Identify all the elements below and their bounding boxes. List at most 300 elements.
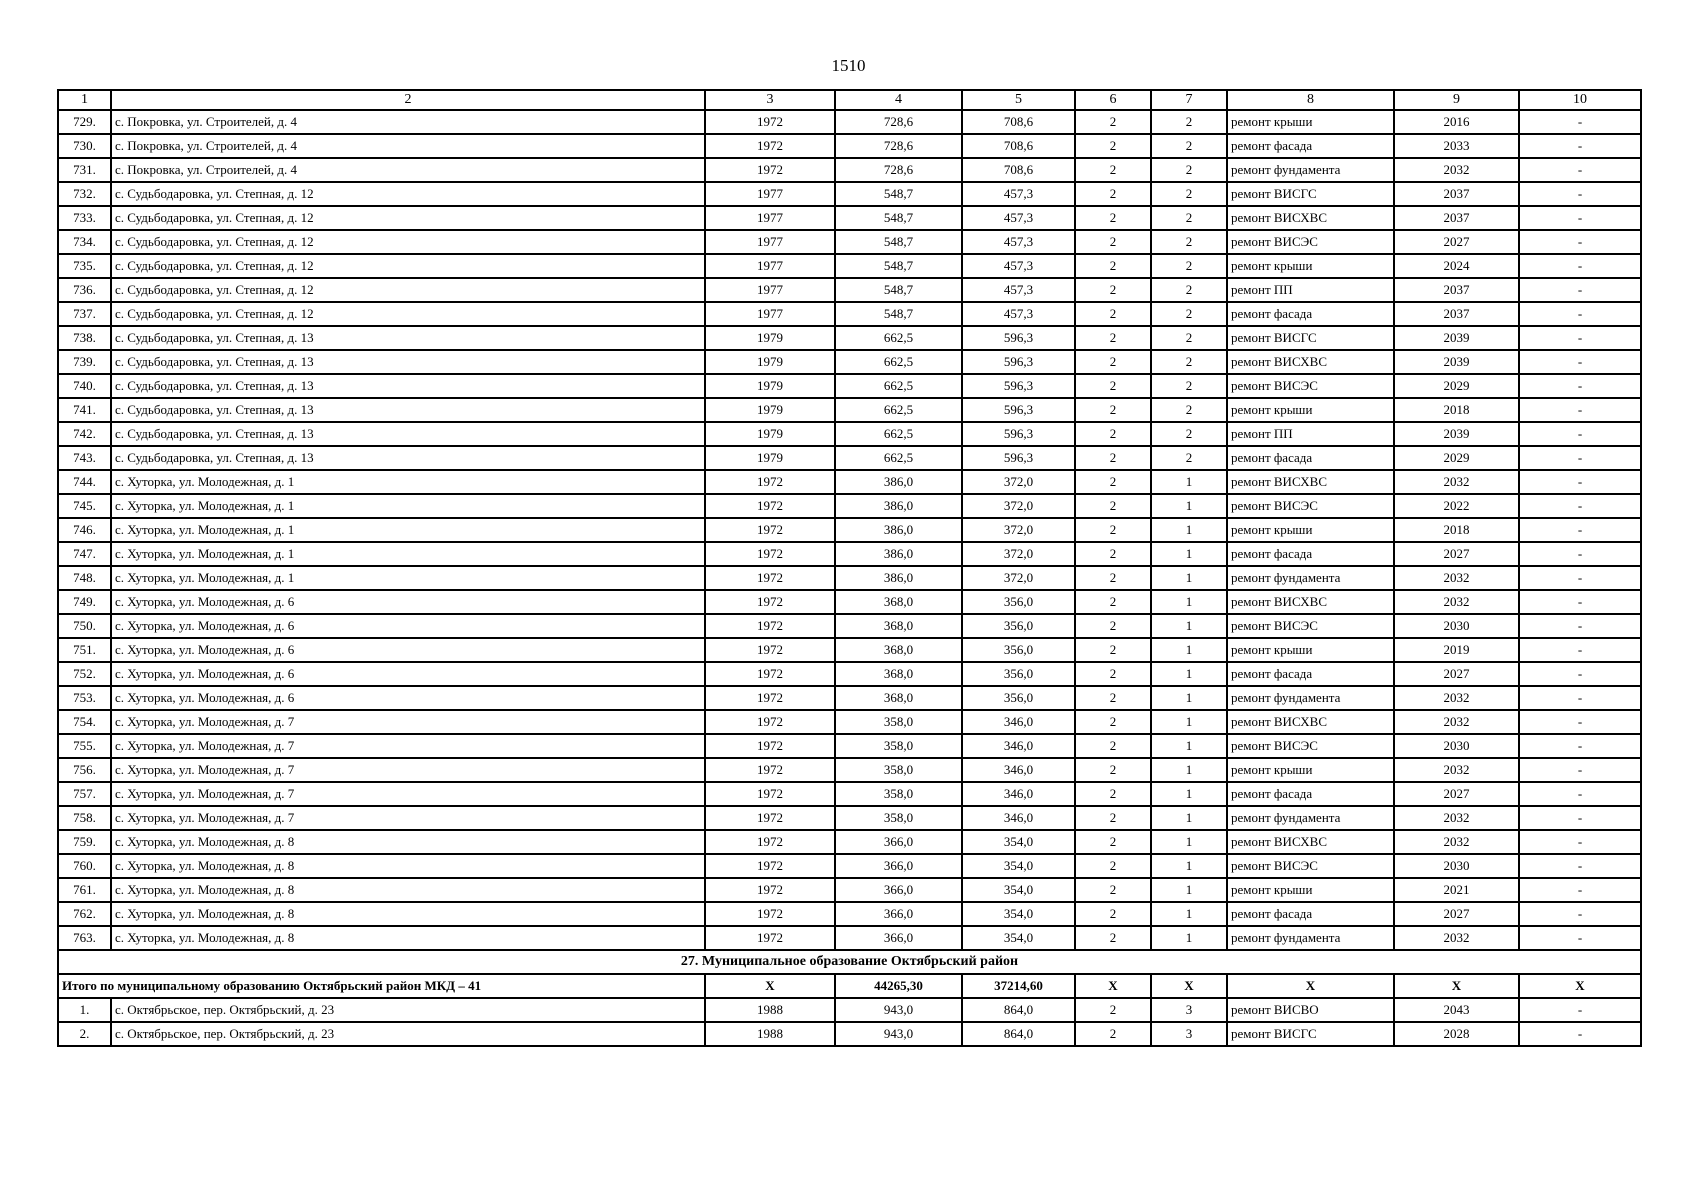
table-cell: 3 [1151, 998, 1227, 1022]
table-cell: ремонт крыши [1227, 110, 1394, 134]
table-row [58, 542, 1641, 566]
table-cell: 372,0 [962, 518, 1075, 542]
table-cell: 548,7 [835, 230, 962, 254]
table-cell: 662,5 [835, 446, 962, 470]
table-cell: 366,0 [835, 854, 962, 878]
table-cell: с. Хуторка, ул. Молодежная, д. 7 [111, 806, 705, 830]
table-cell: 366,0 [835, 830, 962, 854]
table-cell: ремонт крыши [1227, 518, 1394, 542]
column-header-cell: 7 [1151, 90, 1227, 110]
table-cell: 2 [1075, 374, 1151, 398]
table-cell: с. Хуторка, ул. Молодежная, д. 6 [111, 638, 705, 662]
total-cell: 37214,60 [962, 974, 1075, 998]
table-cell: ремонт ВИСГС [1227, 1022, 1394, 1046]
table-cell: 2 [1075, 686, 1151, 710]
table-cell: с. Хуторка, ул. Молодежная, д. 8 [111, 878, 705, 902]
table-cell: 763. [58, 926, 111, 950]
table-cell: 2 [1151, 158, 1227, 182]
table-cell: 1972 [705, 878, 835, 902]
table-cell: ремонт ВИСЭС [1227, 614, 1394, 638]
table-cell: 358,0 [835, 806, 962, 830]
table-cell: 372,0 [962, 542, 1075, 566]
table-cell: 356,0 [962, 686, 1075, 710]
table-cell: 1977 [705, 278, 835, 302]
table-cell: 1977 [705, 182, 835, 206]
table-cell: с. Судьбодаровка, ул. Степная, д. 13 [111, 326, 705, 350]
table-cell: 356,0 [962, 590, 1075, 614]
table-cell: 2022 [1394, 494, 1519, 518]
table-cell: 2037 [1394, 182, 1519, 206]
table-cell: ремонт крыши [1227, 398, 1394, 422]
table-cell: с. Судьбодаровка, ул. Степная, д. 13 [111, 446, 705, 470]
table-cell: 2 [1075, 230, 1151, 254]
table-cell: с. Хуторка, ул. Молодежная, д. 1 [111, 542, 705, 566]
table-row [58, 710, 1641, 734]
table-cell: - [1519, 590, 1641, 614]
column-header-cell: 4 [835, 90, 962, 110]
table-cell: с. Судьбодаровка, ул. Степная, д. 12 [111, 230, 705, 254]
table-cell: с. Хуторка, ул. Молодежная, д. 8 [111, 902, 705, 926]
table-cell: 1979 [705, 350, 835, 374]
table-cell: 743. [58, 446, 111, 470]
table-cell: 2 [1075, 206, 1151, 230]
table-cell: 758. [58, 806, 111, 830]
repair-program-table [57, 89, 1642, 1047]
table-cell: с. Покровка, ул. Строителей, д. 4 [111, 134, 705, 158]
table-cell: с. Судьбодаровка, ул. Степная, д. 12 [111, 302, 705, 326]
table-cell: - [1519, 782, 1641, 806]
table-cell: 2018 [1394, 398, 1519, 422]
table-cell: 742. [58, 422, 111, 446]
table-cell: 740. [58, 374, 111, 398]
table-cell: с. Хуторка, ул. Молодежная, д. 6 [111, 590, 705, 614]
table-row [58, 494, 1641, 518]
table-cell: 2032 [1394, 710, 1519, 734]
table-cell: - [1519, 614, 1641, 638]
table-cell: с. Покровка, ул. Строителей, д. 4 [111, 158, 705, 182]
table-cell: 346,0 [962, 758, 1075, 782]
table-row [58, 374, 1641, 398]
table-cell: ремонт фасада [1227, 134, 1394, 158]
table-cell: 2032 [1394, 830, 1519, 854]
column-header-cell: 5 [962, 90, 1075, 110]
table-cell: ремонт фасада [1227, 662, 1394, 686]
table-cell: 1979 [705, 398, 835, 422]
table-cell: 1 [1151, 686, 1227, 710]
total-cell: X [1075, 974, 1151, 998]
table-cell: 2024 [1394, 254, 1519, 278]
table-cell: 1 [1151, 470, 1227, 494]
table-cell: - [1519, 638, 1641, 662]
table-cell: 1972 [705, 494, 835, 518]
page-number: 1510 [831, 56, 866, 75]
table-cell: 708,6 [962, 158, 1075, 182]
table-cell: - [1519, 494, 1641, 518]
total-cell: 44265,30 [835, 974, 962, 998]
table-cell: ремонт ВИСЭС [1227, 374, 1394, 398]
table-row [58, 350, 1641, 374]
table-cell: - [1519, 878, 1641, 902]
table-cell: 2 [1075, 182, 1151, 206]
table-cell: - [1519, 230, 1641, 254]
table-cell: 864,0 [962, 998, 1075, 1022]
table-cell: 1979 [705, 446, 835, 470]
table-row [58, 878, 1641, 902]
table-cell: 1972 [705, 158, 835, 182]
table-cell: 346,0 [962, 734, 1075, 758]
table-cell: 368,0 [835, 662, 962, 686]
table-cell: с. Хуторка, ул. Молодежная, д. 1 [111, 494, 705, 518]
table-cell: 548,7 [835, 278, 962, 302]
table-cell: 2. [58, 1022, 111, 1046]
table-cell: 358,0 [835, 734, 962, 758]
table-cell: ремонт ВИСХВС [1227, 206, 1394, 230]
table-row [58, 638, 1641, 662]
table-cell: с. Октябрьское, пер. Октябрьский, д. 23 [111, 998, 705, 1022]
table-cell: 1972 [705, 470, 835, 494]
table-row [58, 734, 1641, 758]
table-cell: 366,0 [835, 926, 962, 950]
table-row [58, 110, 1641, 134]
section-title: 27. Муниципальное образование Октябрьский район [58, 950, 1641, 974]
table-cell: 2 [1075, 806, 1151, 830]
table-row [58, 614, 1641, 638]
table-cell: 739. [58, 350, 111, 374]
table-cell: 1. [58, 998, 111, 1022]
table-cell: 2030 [1394, 854, 1519, 878]
table-cell: 751. [58, 638, 111, 662]
table-cell: 735. [58, 254, 111, 278]
table-cell: ремонт крыши [1227, 254, 1394, 278]
table-cell: 2 [1151, 422, 1227, 446]
table-cell: - [1519, 902, 1641, 926]
table-cell: 1979 [705, 326, 835, 350]
table-cell: 346,0 [962, 782, 1075, 806]
table-cell: 1977 [705, 206, 835, 230]
table-cell: 368,0 [835, 686, 962, 710]
table-row [58, 398, 1641, 422]
table-cell: 596,3 [962, 350, 1075, 374]
table-cell: ремонт ВИСХВС [1227, 350, 1394, 374]
table-cell: 354,0 [962, 830, 1075, 854]
table-cell: 1 [1151, 854, 1227, 878]
table-cell: 1972 [705, 830, 835, 854]
table-cell: 662,5 [835, 350, 962, 374]
table-cell: с. Октябрьское, пер. Октябрьский, д. 23 [111, 1022, 705, 1046]
column-number-header [58, 90, 1641, 110]
table-cell: 2 [1075, 350, 1151, 374]
table-cell: 386,0 [835, 518, 962, 542]
table-cell: 749. [58, 590, 111, 614]
table-cell: с. Хуторка, ул. Молодежная, д. 1 [111, 470, 705, 494]
table-row [58, 830, 1641, 854]
table-cell: - [1519, 254, 1641, 278]
table-cell: с. Судьбодаровка, ул. Степная, д. 12 [111, 278, 705, 302]
table-row [58, 278, 1641, 302]
table-cell: 2 [1151, 398, 1227, 422]
table-cell: с. Судьбодаровка, ул. Степная, д. 13 [111, 398, 705, 422]
table-cell: 2 [1075, 542, 1151, 566]
table-cell: - [1519, 998, 1641, 1022]
table-row [58, 422, 1641, 446]
table-cell: с. Хуторка, ул. Молодежная, д. 6 [111, 614, 705, 638]
column-header-cell: 3 [705, 90, 835, 110]
table-cell: - [1519, 854, 1641, 878]
table-cell: ремонт крыши [1227, 878, 1394, 902]
table-cell: 2027 [1394, 782, 1519, 806]
table-cell: - [1519, 926, 1641, 950]
table-cell: 548,7 [835, 254, 962, 278]
table-cell: 1988 [705, 1022, 835, 1046]
table-cell: 2030 [1394, 734, 1519, 758]
table-cell: 2 [1151, 326, 1227, 350]
table-cell: 1972 [705, 590, 835, 614]
table-cell: 1972 [705, 734, 835, 758]
total-cell: X [1151, 974, 1227, 998]
table-cell: 2 [1075, 422, 1151, 446]
table-cell: 1972 [705, 854, 835, 878]
table-cell: 548,7 [835, 206, 962, 230]
table-cell: ремонт фасада [1227, 782, 1394, 806]
table-cell: 748. [58, 566, 111, 590]
table-cell: 366,0 [835, 902, 962, 926]
table-cell: 368,0 [835, 638, 962, 662]
table-cell: с. Покровка, ул. Строителей, д. 4 [111, 110, 705, 134]
table-cell: 2032 [1394, 806, 1519, 830]
table-cell: - [1519, 182, 1641, 206]
table-cell: 457,3 [962, 254, 1075, 278]
table-cell: 2043 [1394, 998, 1519, 1022]
table-cell: 596,3 [962, 398, 1075, 422]
table-cell: 354,0 [962, 902, 1075, 926]
table-row [58, 662, 1641, 686]
table-cell: 1 [1151, 494, 1227, 518]
table-cell: - [1519, 446, 1641, 470]
table-cell: 736. [58, 278, 111, 302]
table-cell: ремонт фундамента [1227, 926, 1394, 950]
table-cell: 1972 [705, 710, 835, 734]
table-cell: 2033 [1394, 134, 1519, 158]
table-cell: 2027 [1394, 542, 1519, 566]
table-cell: 728,6 [835, 110, 962, 134]
table-row [58, 158, 1641, 182]
table-cell: 457,3 [962, 278, 1075, 302]
table-cell: 731. [58, 158, 111, 182]
table-cell: 1 [1151, 518, 1227, 542]
table-cell: 356,0 [962, 662, 1075, 686]
table-cell: ремонт фундамента [1227, 158, 1394, 182]
table-cell: 548,7 [835, 302, 962, 326]
table-cell: 2039 [1394, 422, 1519, 446]
table-row [58, 518, 1641, 542]
table-cell: 2 [1151, 134, 1227, 158]
table-row [58, 758, 1641, 782]
table-cell: 1 [1151, 782, 1227, 806]
table-cell: 1972 [705, 518, 835, 542]
table-cell: 2029 [1394, 446, 1519, 470]
table-cell: 2039 [1394, 350, 1519, 374]
table-cell: 2 [1075, 926, 1151, 950]
table-cell: 2 [1075, 566, 1151, 590]
table-row [58, 206, 1641, 230]
table-cell: - [1519, 350, 1641, 374]
table-cell: 358,0 [835, 782, 962, 806]
table-cell: 1 [1151, 806, 1227, 830]
table-cell: - [1519, 302, 1641, 326]
table-cell: 2032 [1394, 566, 1519, 590]
table-cell: 457,3 [962, 182, 1075, 206]
table-cell: - [1519, 806, 1641, 830]
table-cell: с. Хуторка, ул. Молодежная, д. 7 [111, 734, 705, 758]
table-cell: 354,0 [962, 878, 1075, 902]
table-cell: с. Хуторка, ул. Молодежная, д. 6 [111, 662, 705, 686]
table-cell: - [1519, 686, 1641, 710]
table-cell: 2 [1075, 614, 1151, 638]
table-row [58, 446, 1641, 470]
table-cell: 2037 [1394, 206, 1519, 230]
table-row [58, 854, 1641, 878]
table-cell: 1 [1151, 638, 1227, 662]
table-cell: 346,0 [962, 710, 1075, 734]
table-cell: с. Хуторка, ул. Молодежная, д. 6 [111, 686, 705, 710]
table-cell: - [1519, 206, 1641, 230]
table-cell: ремонт ВИСГС [1227, 182, 1394, 206]
table-cell: ремонт ПП [1227, 422, 1394, 446]
table-cell: 1972 [705, 806, 835, 830]
table-cell: 662,5 [835, 422, 962, 446]
table-cell: ремонт фундамента [1227, 806, 1394, 830]
table-cell: 356,0 [962, 638, 1075, 662]
table-cell: с. Судьбодаровка, ул. Степная, д. 12 [111, 182, 705, 206]
table-cell: 1979 [705, 422, 835, 446]
table-cell: ремонт фасада [1227, 302, 1394, 326]
table-cell: 1977 [705, 230, 835, 254]
table-cell: с. Судьбодаровка, ул. Степная, д. 12 [111, 254, 705, 278]
table-cell: 2 [1075, 254, 1151, 278]
table-cell: 2021 [1394, 878, 1519, 902]
table-cell: 386,0 [835, 542, 962, 566]
table-cell: с. Судьбодаровка, ул. Степная, д. 13 [111, 350, 705, 374]
table-cell: 732. [58, 182, 111, 206]
table-cell: с. Хуторка, ул. Молодежная, д. 7 [111, 710, 705, 734]
table-cell: 2 [1151, 374, 1227, 398]
table-cell: 2 [1075, 710, 1151, 734]
table-cell: - [1519, 278, 1641, 302]
table-cell: ремонт ВИСЭС [1227, 854, 1394, 878]
table-cell: 2 [1151, 206, 1227, 230]
table-cell: 2039 [1394, 326, 1519, 350]
table-cell: 1972 [705, 662, 835, 686]
table-row [58, 902, 1641, 926]
table-cell: 548,7 [835, 182, 962, 206]
table-cell: 2 [1151, 350, 1227, 374]
table-row [58, 782, 1641, 806]
table-row [58, 806, 1641, 830]
table-cell: 386,0 [835, 494, 962, 518]
table-cell: 728,6 [835, 158, 962, 182]
table-cell: 741. [58, 398, 111, 422]
table-cell: 2027 [1394, 902, 1519, 926]
table-cell: 2 [1075, 398, 1151, 422]
column-header-cell: 1 [58, 90, 111, 110]
table-cell: 1 [1151, 590, 1227, 614]
table-cell: 757. [58, 782, 111, 806]
table-cell: 2032 [1394, 158, 1519, 182]
table-cell: с. Хуторка, ул. Молодежная, д. 1 [111, 566, 705, 590]
table-cell: 372,0 [962, 494, 1075, 518]
table-row [58, 470, 1641, 494]
table-cell: 1972 [705, 614, 835, 638]
table-cell: - [1519, 326, 1641, 350]
table-cell: 662,5 [835, 374, 962, 398]
table-cell: 2032 [1394, 470, 1519, 494]
table-cell: - [1519, 398, 1641, 422]
table-row [58, 302, 1641, 326]
table-cell: 372,0 [962, 470, 1075, 494]
table-cell: 2 [1075, 782, 1151, 806]
table-cell: 752. [58, 662, 111, 686]
table-cell: 457,3 [962, 230, 1075, 254]
table-cell: 354,0 [962, 854, 1075, 878]
table-cell: 596,3 [962, 374, 1075, 398]
table-row [58, 254, 1641, 278]
table-cell: ремонт ВИСХВС [1227, 710, 1394, 734]
table-cell: 1 [1151, 734, 1227, 758]
table-cell: ремонт ВИСЭС [1227, 734, 1394, 758]
table-cell: 2 [1075, 998, 1151, 1022]
table-cell: 2 [1075, 734, 1151, 758]
table-cell: 2018 [1394, 518, 1519, 542]
table-cell: 1972 [705, 542, 835, 566]
table-cell: 2029 [1394, 374, 1519, 398]
table-cell: 754. [58, 710, 111, 734]
table-cell: 2 [1075, 110, 1151, 134]
table-cell: 1 [1151, 542, 1227, 566]
table-cell: 1 [1151, 926, 1227, 950]
table-cell: 2 [1075, 518, 1151, 542]
table-cell: 1972 [705, 566, 835, 590]
table-cell: ремонт ВИСВО [1227, 998, 1394, 1022]
table-cell: 2 [1075, 1022, 1151, 1046]
table-cell: 2 [1075, 662, 1151, 686]
table-cell: с. Хуторка, ул. Молодежная, д. 8 [111, 854, 705, 878]
table-cell: ремонт ВИСЭС [1227, 230, 1394, 254]
table-row [58, 686, 1641, 710]
table-cell: 1988 [705, 998, 835, 1022]
table-cell: 864,0 [962, 1022, 1075, 1046]
table-cell: 943,0 [835, 1022, 962, 1046]
table-cell: 2 [1075, 278, 1151, 302]
table-cell: 2 [1151, 110, 1227, 134]
table-cell: 596,3 [962, 446, 1075, 470]
table-cell: 386,0 [835, 470, 962, 494]
table-cell: 2 [1151, 182, 1227, 206]
table-cell: 368,0 [835, 614, 962, 638]
total-cell: X [1227, 974, 1394, 998]
table-cell: - [1519, 662, 1641, 686]
table-cell: 2032 [1394, 686, 1519, 710]
table-cell: 2 [1151, 254, 1227, 278]
table-row [58, 926, 1641, 950]
table-cell: 745. [58, 494, 111, 518]
table-cell: 3 [1151, 1022, 1227, 1046]
table-cell: - [1519, 710, 1641, 734]
table-cell: 1972 [705, 638, 835, 662]
table-cell: ремонт ВИСЭС [1227, 494, 1394, 518]
table-row [58, 230, 1641, 254]
table-cell: 662,5 [835, 326, 962, 350]
table-cell: 1972 [705, 134, 835, 158]
